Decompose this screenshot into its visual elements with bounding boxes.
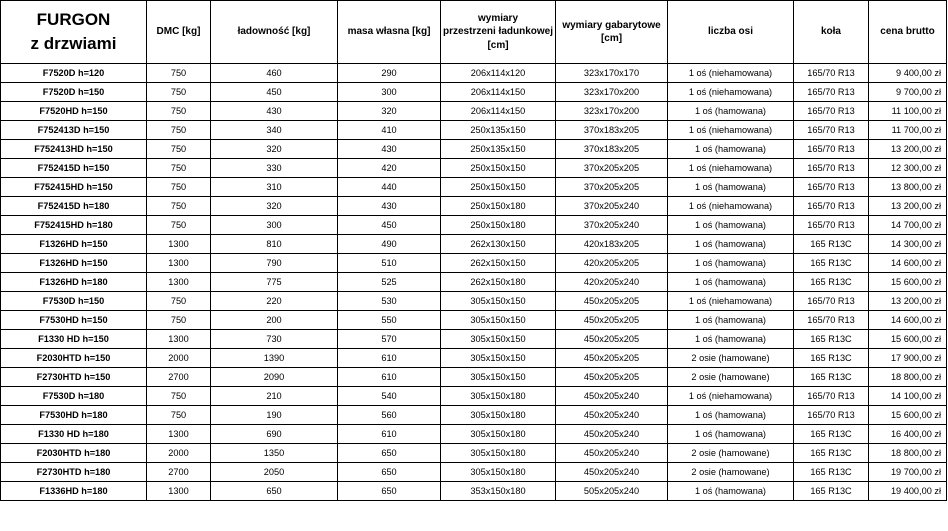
cell-gabaryt: 450x205x205 [556,349,668,368]
cell-kola: 165/70 R13 [794,83,869,102]
cell-wymiary: 305x150x180 [441,406,556,425]
table-header [1,1,947,64]
cell-dmc: 750 [147,64,211,83]
cell-cena: 13 200,00 zł [869,292,947,311]
cell-kola: 165/70 R13 [794,292,869,311]
cell-wymiary: 305x150x150 [441,330,556,349]
cell-masa: 300 [338,83,441,102]
table-row [1,425,947,444]
cell-model: F2030HTD h=150 [1,349,147,368]
cell-masa: 540 [338,387,441,406]
cell-kola: 165 R13C [794,349,869,368]
cell-model: F1326HD h=150 [1,254,147,273]
cell-wymiary: 262x130x150 [441,235,556,254]
cell-gabaryt: 450x205x205 [556,311,668,330]
cell-kola: 165 R13C [794,330,869,349]
cell-cena: 9 400,00 zł [869,64,947,83]
col-header-cena: cena brutto [869,1,947,64]
cell-masa: 570 [338,330,441,349]
cell-kola: 165/70 R13 [794,159,869,178]
cell-gabaryt: 450x205x240 [556,463,668,482]
cell-wymiary: 250x150x180 [441,216,556,235]
table-row [1,83,947,102]
cell-wymiary: 305x150x180 [441,463,556,482]
cell-gabaryt: 505x205x240 [556,482,668,501]
cell-model: F7530HD h=150 [1,311,147,330]
cell-gabaryt: 420x205x205 [556,254,668,273]
cell-ladownosc: 775 [211,273,338,292]
cell-dmc: 750 [147,140,211,159]
cell-wymiary: 262x150x180 [441,273,556,292]
cell-masa: 420 [338,159,441,178]
cell-masa: 650 [338,463,441,482]
cell-cena: 14 700,00 zł [869,216,947,235]
cell-ladownosc: 210 [211,387,338,406]
cell-masa: 610 [338,368,441,387]
cell-cena: 9 700,00 zł [869,83,947,102]
cell-ladownosc: 690 [211,425,338,444]
cell-kola: 165/70 R13 [794,406,869,425]
cell-wymiary: 262x150x150 [441,254,556,273]
cell-masa: 490 [338,235,441,254]
cell-masa: 410 [338,121,441,140]
cell-gabaryt: 370x205x205 [556,178,668,197]
title-line-1: FURGON [36,10,111,30]
cell-osie: 1 oś (hamowana) [668,330,794,349]
cell-model: F752413D h=150 [1,121,147,140]
table-row [1,178,947,197]
cell-gabaryt: 323x170x200 [556,83,668,102]
cell-dmc: 2000 [147,444,211,463]
cell-masa: 560 [338,406,441,425]
cell-wymiary: 250x150x180 [441,197,556,216]
table-row [1,273,947,292]
cell-ladownosc: 190 [211,406,338,425]
cell-cena: 18 800,00 zł [869,368,947,387]
cell-gabaryt: 370x205x240 [556,197,668,216]
cell-kola: 165/70 R13 [794,178,869,197]
cell-wymiary: 250x135x150 [441,140,556,159]
cell-masa: 610 [338,349,441,368]
cell-wymiary: 305x150x150 [441,311,556,330]
cell-osie: 1 oś (hamowana) [668,102,794,121]
cell-gabaryt: 323x170x170 [556,64,668,83]
cell-ladownosc: 310 [211,178,338,197]
cell-osie: 1 oś (niehamowana) [668,292,794,311]
cell-osie: 1 oś (hamowana) [668,254,794,273]
cell-cena: 19 400,00 zł [869,482,947,501]
cell-wymiary: 305x150x150 [441,292,556,311]
cell-ladownosc: 1350 [211,444,338,463]
cell-masa: 450 [338,216,441,235]
wymiary-line-3: [cm] [487,39,509,51]
cell-cena: 13 200,00 zł [869,197,947,216]
cell-cena: 13 800,00 zł [869,178,947,197]
col-header-wymiary [441,1,556,64]
table-row [1,444,947,463]
table-body [1,64,947,501]
table-title [1,1,147,64]
cell-model: F7520D h=120 [1,64,147,83]
cell-ladownosc: 2090 [211,368,338,387]
cell-dmc: 750 [147,216,211,235]
cell-osie: 1 oś (hamowana) [668,406,794,425]
cell-dmc: 750 [147,406,211,425]
cell-kola: 165/70 R13 [794,102,869,121]
cell-osie: 2 osie (hamowane) [668,349,794,368]
cell-model: F7530D h=150 [1,292,147,311]
cell-masa: 320 [338,102,441,121]
cell-gabaryt: 370x183x205 [556,121,668,140]
cell-model: F1336HD h=180 [1,482,147,501]
cell-dmc: 2700 [147,368,211,387]
cell-osie: 1 oś (hamowana) [668,273,794,292]
cell-masa: 530 [338,292,441,311]
cell-kola: 165 R13C [794,235,869,254]
cell-gabaryt: 450x205x240 [556,444,668,463]
cell-model: F7530D h=180 [1,387,147,406]
table-row [1,254,947,273]
cell-dmc: 1300 [147,254,211,273]
cell-cena: 11 100,00 zł [869,102,947,121]
cell-dmc: 1300 [147,482,211,501]
cell-model: F752415HD h=180 [1,216,147,235]
cell-dmc: 750 [147,197,211,216]
col-header-osie: liczba osi [668,1,794,64]
cell-cena: 15 600,00 zł [869,330,947,349]
cell-ladownosc: 810 [211,235,338,254]
cell-gabaryt: 420x183x205 [556,235,668,254]
wymiary-line-2: przestrzeni ładunkowej [442,26,554,38]
cell-kola: 165 R13C [794,463,869,482]
cell-ladownosc: 340 [211,121,338,140]
cell-wymiary: 305x150x180 [441,387,556,406]
wymiary-line-1: wymiary [477,12,519,24]
cell-kola: 165 R13C [794,482,869,501]
cell-ladownosc: 320 [211,140,338,159]
table-row [1,406,947,425]
cell-gabaryt: 450x205x240 [556,387,668,406]
cell-osie: 1 oś (hamowana) [668,178,794,197]
cell-ladownosc: 220 [211,292,338,311]
cell-wymiary: 250x150x150 [441,178,556,197]
gabaryt-line-2: [cm] [600,33,623,44]
cell-dmc: 1300 [147,235,211,254]
cell-cena: 14 600,00 zł [869,311,947,330]
cell-kola: 165 R13C [794,273,869,292]
cell-dmc: 750 [147,121,211,140]
cell-gabaryt: 450x205x205 [556,292,668,311]
cell-cena: 19 700,00 zł [869,463,947,482]
cell-ladownosc: 730 [211,330,338,349]
cell-gabaryt: 370x205x240 [556,216,668,235]
cell-osie: 2 osie (hamowane) [668,368,794,387]
table-row [1,235,947,254]
cell-gabaryt: 450x205x205 [556,330,668,349]
cell-ladownosc: 2050 [211,463,338,482]
cell-kola: 165 R13C [794,368,869,387]
cell-kola: 165/70 R13 [794,64,869,83]
table-row [1,482,947,501]
cell-wymiary: 206x114x150 [441,83,556,102]
table-row [1,159,947,178]
cell-kola: 165/70 R13 [794,216,869,235]
cell-dmc: 1300 [147,273,211,292]
cell-masa: 440 [338,178,441,197]
table-row [1,121,947,140]
cell-kola: 165/70 R13 [794,121,869,140]
cell-osie: 1 oś (hamowana) [668,425,794,444]
cell-cena: 12 300,00 zł [869,159,947,178]
cell-model: F752415D h=180 [1,197,147,216]
table-row [1,387,947,406]
cell-model: F2030HTD h=180 [1,444,147,463]
cell-dmc: 750 [147,159,211,178]
cell-kola: 165 R13C [794,444,869,463]
cell-gabaryt: 450x205x240 [556,406,668,425]
cell-osie: 1 oś (hamowana) [668,311,794,330]
cell-wymiary: 206x114x150 [441,102,556,121]
cell-wymiary: 206x114x120 [441,64,556,83]
cell-osie: 1 oś (hamowana) [668,235,794,254]
cell-masa: 650 [338,482,441,501]
cell-wymiary: 305x150x180 [441,444,556,463]
table-row [1,463,947,482]
cell-dmc: 750 [147,83,211,102]
table-row [1,292,947,311]
cell-cena: 18 800,00 zł [869,444,947,463]
cell-model: F1330 HD h=150 [1,330,147,349]
col-header-gabaryt [556,1,668,64]
cell-ladownosc: 330 [211,159,338,178]
cell-model: F7520D h=150 [1,83,147,102]
cell-kola: 165 R13C [794,254,869,273]
cell-kola: 165 R13C [794,425,869,444]
cell-wymiary: 250x150x150 [441,159,556,178]
cell-ladownosc: 300 [211,216,338,235]
col-header-masa: masa własna [kg] [338,1,441,64]
table-row [1,311,947,330]
cell-ladownosc: 320 [211,197,338,216]
cell-model: F1330 HD h=180 [1,425,147,444]
cell-osie: 2 osie (hamowane) [668,444,794,463]
cell-cena: 14 300,00 zł [869,235,947,254]
cell-dmc: 2000 [147,349,211,368]
cell-cena: 14 100,00 zł [869,387,947,406]
col-header-dmc: DMC [kg] [147,1,211,64]
cell-model: F752413HD h=150 [1,140,147,159]
cell-gabaryt: 370x205x205 [556,159,668,178]
table-row [1,64,947,83]
cell-osie: 1 oś (niehamowana) [668,197,794,216]
cell-gabaryt: 450x205x240 [556,425,668,444]
cell-gabaryt: 450x205x205 [556,368,668,387]
cell-dmc: 1300 [147,330,211,349]
cell-model: F1326HD h=180 [1,273,147,292]
cell-osie: 1 oś (niehamowana) [668,64,794,83]
cell-osie: 1 oś (hamowana) [668,216,794,235]
cell-model: F1326HD h=150 [1,235,147,254]
cell-kola: 165/70 R13 [794,197,869,216]
cell-kola: 165/70 R13 [794,140,869,159]
cell-osie: 1 oś (niehamowana) [668,121,794,140]
cell-ladownosc: 790 [211,254,338,273]
cell-kola: 165/70 R13 [794,387,869,406]
cell-cena: 11 700,00 zł [869,121,947,140]
cell-cena: 16 400,00 zł [869,425,947,444]
cell-gabaryt: 420x205x240 [556,273,668,292]
cell-osie: 1 oś (hamowana) [668,482,794,501]
cell-dmc: 2700 [147,463,211,482]
cell-ladownosc: 430 [211,102,338,121]
cell-model: F752415D h=150 [1,159,147,178]
table-row [1,330,947,349]
table-row [1,102,947,121]
cell-wymiary: 250x135x150 [441,121,556,140]
cell-wymiary: 305x150x150 [441,349,556,368]
cell-model: F2730HTD h=180 [1,463,147,482]
cell-dmc: 750 [147,178,211,197]
cell-cena: 14 600,00 zł [869,254,947,273]
table-row [1,140,947,159]
table-row [1,197,947,216]
cell-ladownosc: 650 [211,482,338,501]
cell-masa: 650 [338,444,441,463]
col-header-ladownosc: ładowność [kg] [211,1,338,64]
cell-ladownosc: 460 [211,64,338,83]
cell-masa: 550 [338,311,441,330]
cell-masa: 610 [338,425,441,444]
cell-cena: 17 900,00 zł [869,349,947,368]
cell-gabaryt: 370x183x205 [556,140,668,159]
cell-masa: 430 [338,140,441,159]
cell-wymiary: 305x150x150 [441,368,556,387]
cell-ladownosc: 450 [211,83,338,102]
cell-model: F2730HTD h=150 [1,368,147,387]
cell-masa: 525 [338,273,441,292]
table-row [1,368,947,387]
title-line-2: z drzwiami [30,34,117,53]
cell-osie: 1 oś (niehamowana) [668,159,794,178]
cell-osie: 1 oś (hamowana) [668,140,794,159]
cell-model: F7520HD h=150 [1,102,147,121]
table-row [1,216,947,235]
cell-wymiary: 353x150x180 [441,482,556,501]
cell-dmc: 1300 [147,425,211,444]
cell-dmc: 750 [147,387,211,406]
cell-cena: 13 200,00 zł [869,140,947,159]
cell-osie: 1 oś (niehamowana) [668,387,794,406]
cell-osie: 1 oś (niehamowana) [668,83,794,102]
cell-gabaryt: 323x170x200 [556,102,668,121]
cell-masa: 290 [338,64,441,83]
cell-wymiary: 305x150x180 [441,425,556,444]
cell-dmc: 750 [147,102,211,121]
cell-dmc: 750 [147,292,211,311]
col-header-kola: koła [794,1,869,64]
cell-cena: 15 600,00 zł [869,273,947,292]
cell-model: F7530HD h=180 [1,406,147,425]
cell-masa: 510 [338,254,441,273]
table-row [1,349,947,368]
cell-osie: 2 osie (hamowane) [668,463,794,482]
cell-ladownosc: 1390 [211,349,338,368]
cell-masa: 430 [338,197,441,216]
cell-model: F752415HD h=150 [1,178,147,197]
cell-dmc: 750 [147,311,211,330]
cell-ladownosc: 200 [211,311,338,330]
cell-kola: 165/70 R13 [794,311,869,330]
gabaryt-line-1: wymiary gabarytowe [562,19,661,31]
cell-cena: 15 600,00 zł [869,406,947,425]
